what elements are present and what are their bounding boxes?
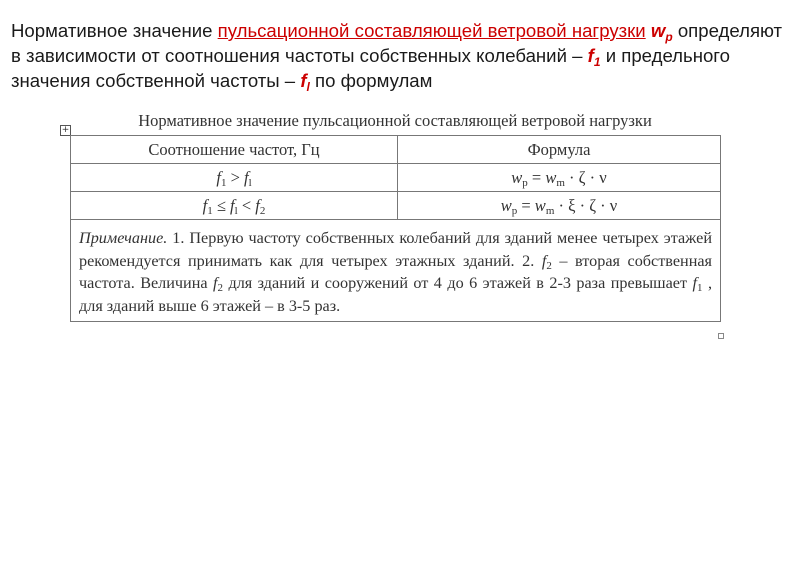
cond-f: f xyxy=(216,167,221,187)
formula-sub: m xyxy=(545,204,555,217)
cond-f: f xyxy=(255,195,260,215)
document-table-block xyxy=(70,110,720,322)
condition-cell xyxy=(71,192,398,220)
formula-sub: p xyxy=(522,176,528,189)
cond-sub: l xyxy=(248,176,252,189)
table-title: Нормативное значение пульсационной составляющей ветровой нагрузки xyxy=(138,111,652,130)
formula-eq: = xyxy=(527,167,546,187)
cond-sub: l xyxy=(234,204,238,217)
wp-main: w xyxy=(650,20,666,41)
note-f: f xyxy=(213,274,218,292)
formula-w: w xyxy=(545,167,557,187)
fl-sub: l xyxy=(306,80,310,94)
intro-text-2: определяют в зависимости от соотношения частоты собственных колебаний – xyxy=(11,20,783,66)
f1-sub: 1 xyxy=(593,55,601,69)
header-ratio: Соотношение частот, Гц xyxy=(71,136,398,164)
cond-sub: 1 xyxy=(207,204,213,217)
cond-sub: 2 xyxy=(259,204,266,217)
formula-cell xyxy=(398,164,721,192)
formula-sub: p xyxy=(511,204,518,217)
formula-w: w xyxy=(534,195,546,215)
formula-w: w xyxy=(500,195,512,215)
intro-highlight-link[interactable]: пульсационной составляющей ветровой нагрузки xyxy=(217,20,646,41)
condition-cell xyxy=(71,164,398,192)
formula-cell xyxy=(398,192,721,220)
cond-f: f xyxy=(202,195,208,215)
formula-tail: · ξ · ζ · ν xyxy=(554,195,618,215)
intro-text-4: по формулам xyxy=(309,70,433,91)
note-text: 1. Первую частоту собственных колебаний для зданий менее четырех этажей рекомендуется принимать как для четырех этажных зданий. 2. xyxy=(79,229,712,270)
fl-symbol xyxy=(300,70,310,94)
wp-sub: p xyxy=(665,30,673,44)
table-move-handle-icon[interactable]: + xyxy=(61,125,70,135)
header-formula: Формула xyxy=(398,136,721,164)
cond-op: ≤ xyxy=(212,195,231,215)
frequency-table xyxy=(70,135,721,322)
table-resize-handle-icon[interactable] xyxy=(718,333,724,339)
table-row xyxy=(71,164,721,192)
note-label: Примечание. xyxy=(79,229,168,247)
formula-tail: · ζ · ν xyxy=(564,167,607,187)
formula-sub: m xyxy=(556,176,565,189)
f1-symbol xyxy=(587,45,601,69)
intro-text-3: и предельного значения собственной частоты – xyxy=(11,45,731,91)
note-sub: 2 xyxy=(217,282,224,294)
table-note-row xyxy=(71,220,721,322)
f1-main: f xyxy=(587,45,594,66)
formula-eq: = xyxy=(517,195,535,215)
cond-op: < xyxy=(237,195,256,215)
note-text: , для зданий выше 6 этажей – в 3-5 раз. xyxy=(79,274,713,315)
cond-f: f xyxy=(230,195,235,215)
fl-main: f xyxy=(300,70,307,91)
table-row xyxy=(71,192,721,220)
note-text: для зданий и сооружений от 4 до 6 этажей в 2-3 раза превышает xyxy=(223,274,693,292)
note-sub: 2 xyxy=(546,259,552,272)
note-sub: 1 xyxy=(697,282,703,294)
note-f: f xyxy=(692,274,698,292)
note-f: f xyxy=(541,251,547,270)
note-cell xyxy=(71,220,721,322)
wp-symbol xyxy=(650,20,673,44)
intro-text-1: Нормативное значение xyxy=(11,20,218,41)
cond-sub: 1 xyxy=(220,176,227,189)
intro-paragraph xyxy=(11,18,791,93)
cond-op: > xyxy=(226,167,244,187)
note-text: – вторая собственная частота. Величина xyxy=(79,251,712,292)
table-header-row xyxy=(71,136,721,164)
formula-w: w xyxy=(511,167,523,187)
cond-f: f xyxy=(244,167,249,187)
